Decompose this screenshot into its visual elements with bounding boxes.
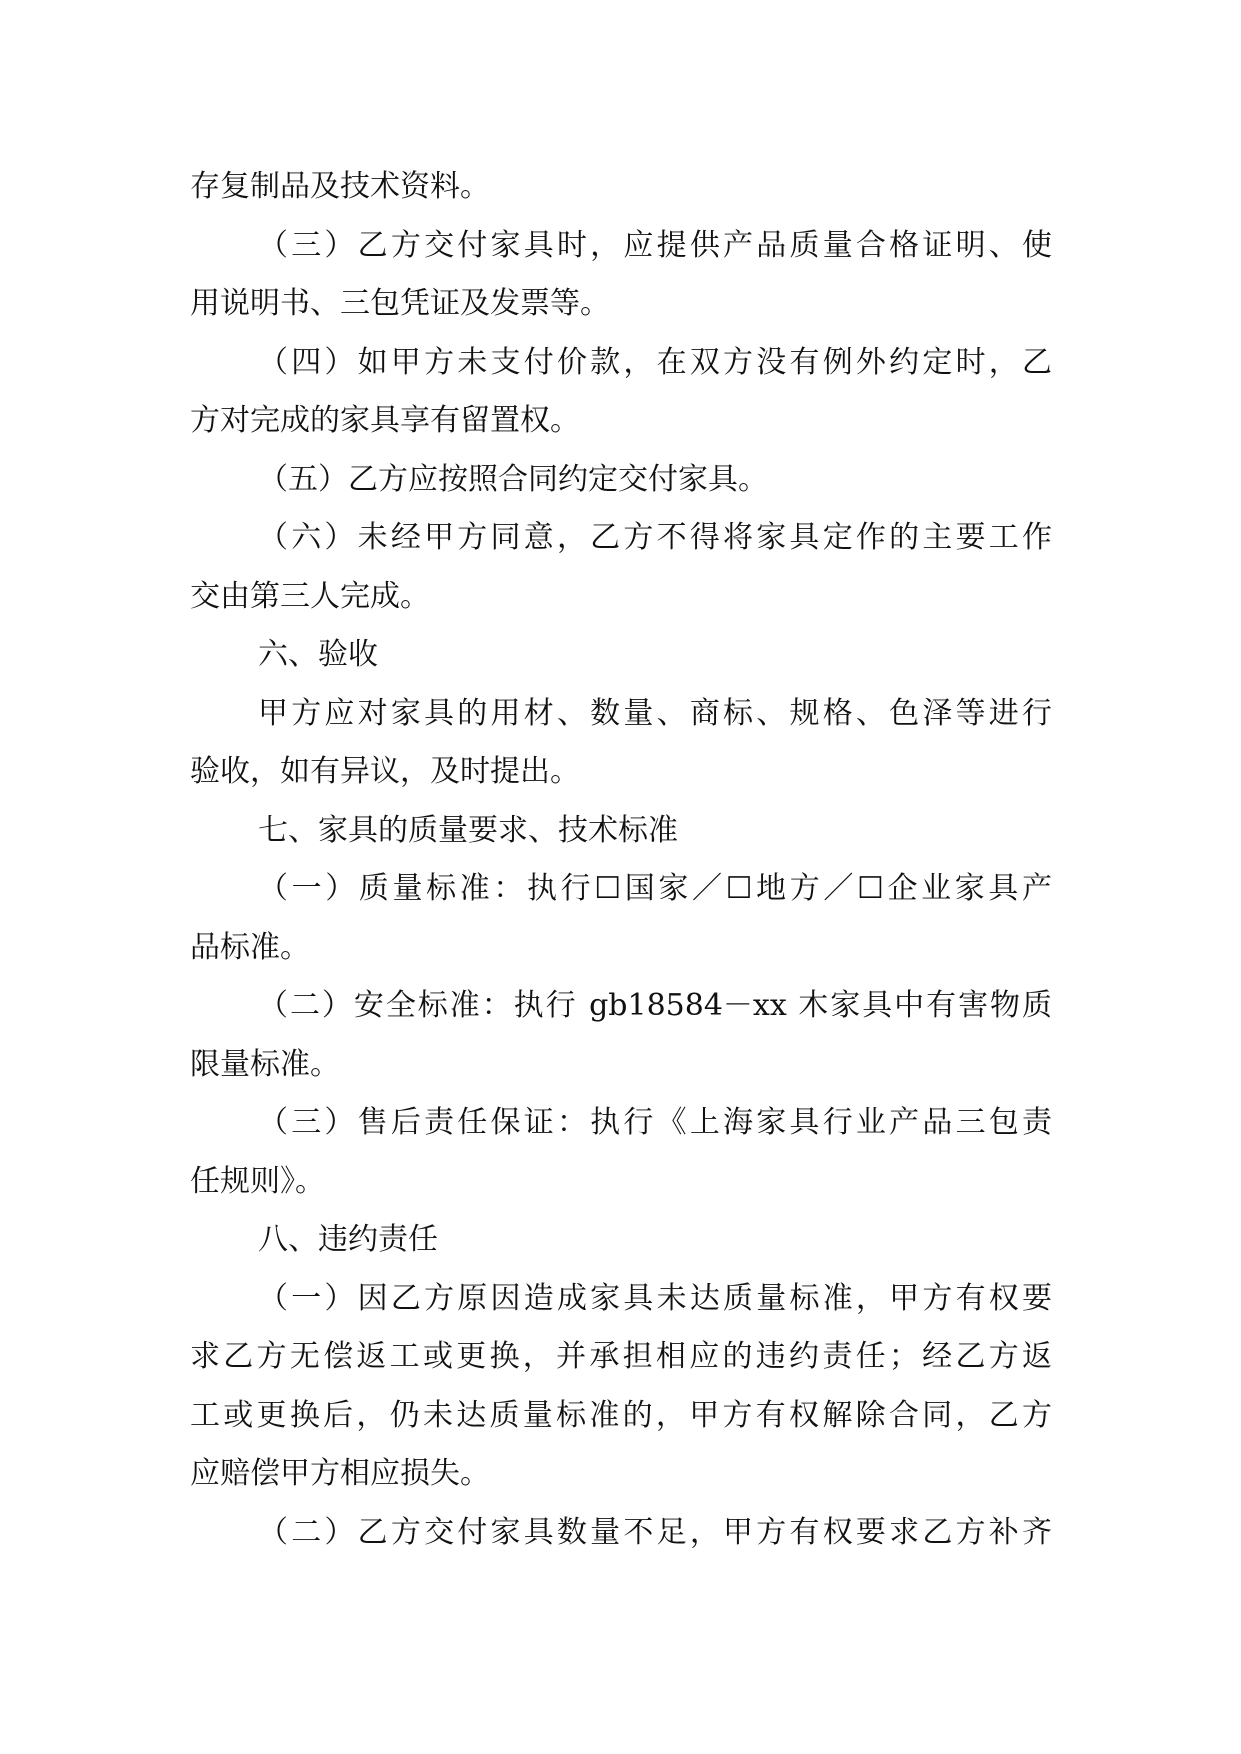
text-line: 八、违约责任 [258,1222,438,1257]
text-line: 七、家具的质量要求、技术标准 [258,812,678,848]
text-line: 用说明书、三包凭证及发票等。 [190,286,610,321]
text-line: 甲方应对家具的用材、数量、商标、规格、色泽等进行 [258,695,1052,731]
text-line: （三）售后责任保证：执行《上海家具行业产品三包责 [258,1105,1052,1140]
text-line: 品标准。 [190,929,310,965]
text-line: 限量标准。 [190,1046,340,1082]
text-line: 存复制品及技术资料。 [190,169,490,204]
text-line: 交由第三人完成。 [190,578,430,614]
text-line: 任规则》。 [190,1163,325,1199]
text-line: （二）乙方交付家具数量不足，甲方有权要求乙方补齐 [258,1514,1052,1550]
text-line: 求乙方无偿返工或更换，并承担相应的违约责任；经乙方返 [190,1339,1052,1374]
text-line: 应赔偿甲方相应损失。 [190,1456,490,1491]
text-line: （四）如甲方未支付价款，在双方没有例外约定时，乙 [258,344,1052,380]
document-body [190,158,1052,1562]
text-line: 六、验收 [258,637,378,672]
text-line: 验收，如有异议，及时提出。 [190,754,580,789]
text-line: （六）未经甲方同意，乙方不得将家具定作的主要工作 [258,520,1052,555]
text-line: 工或更换后，仍未达质量标准的，甲方有权解除合同，乙方 [190,1397,1052,1433]
text-line: （三）乙方交付家具时，应提供产品质量合格证明、使 [258,227,1052,263]
text-line: （一）因乙方原因造成家具未达质量标准，甲方有权要 [258,1280,1052,1316]
text-line: （二）安全标准：执行 gb18584－xx 木家具中有害物质 [258,988,1052,1023]
text-line: （一）质量标准：执行☐国家／☐地方／☐企业家具产 [258,871,1052,906]
text-line: 方对完成的家具享有留置权。 [190,403,580,438]
text-line: （五）乙方应按照合同约定交付家具。 [258,461,768,497]
